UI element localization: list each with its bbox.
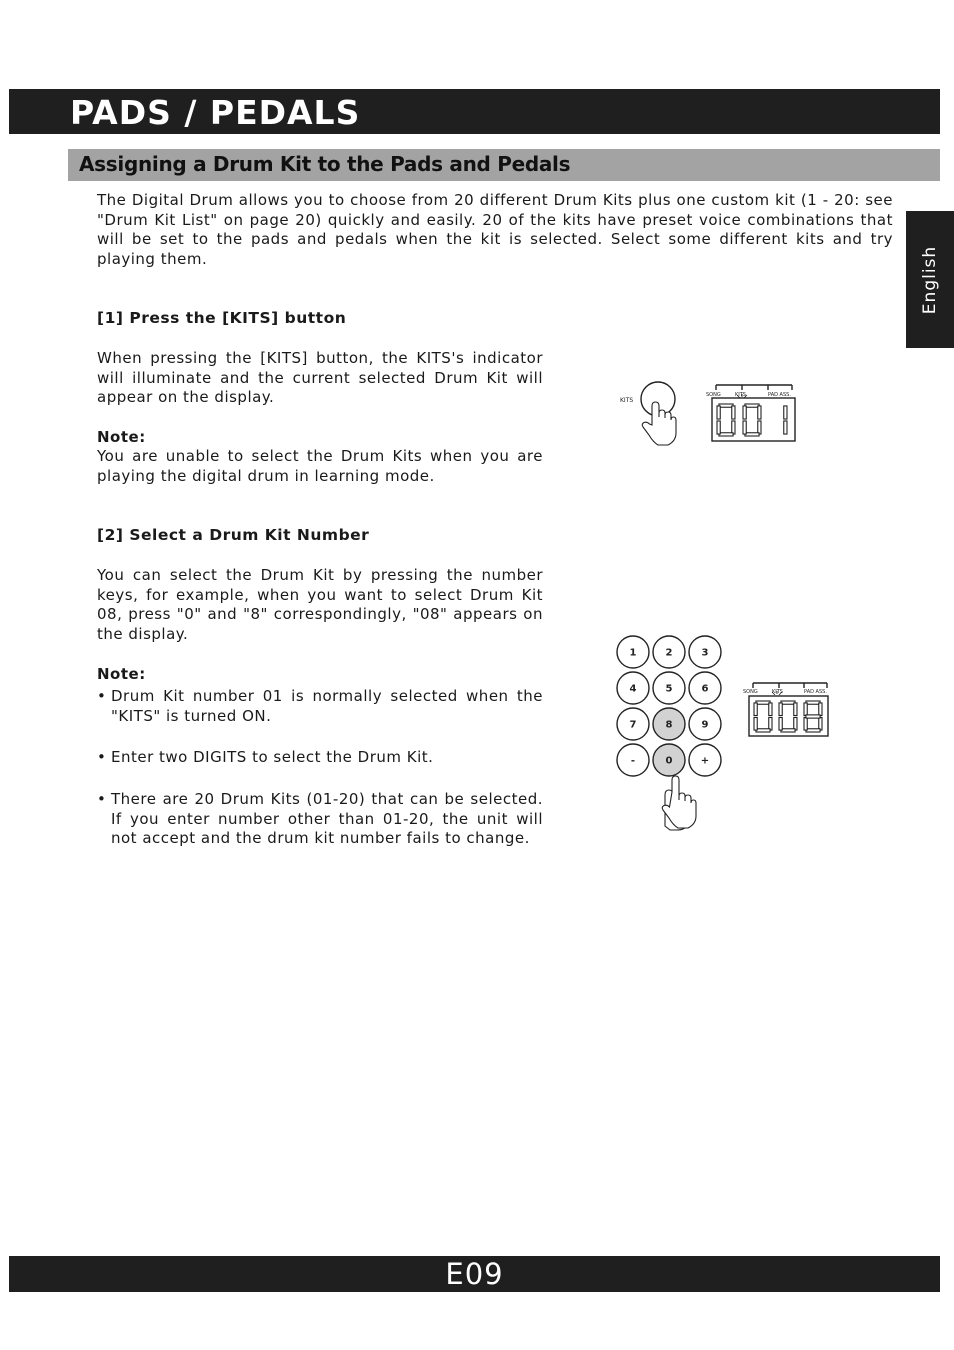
lcd-segment <box>806 729 820 732</box>
note-bullet-2-text: Enter two DIGITS to select the Drum Kit. <box>111 748 434 766</box>
key-label: 5 <box>665 683 673 695</box>
step1-note-label: Note: <box>97 428 146 446</box>
step2-heading: [2] Select a Drum Kit Number <box>97 526 370 544</box>
indicator-bracket <box>716 385 792 390</box>
step2-note-label: Note: <box>97 665 146 683</box>
key-label: 8 <box>665 719 673 731</box>
indicator-kits: KITS <box>735 392 746 398</box>
step1-note: You are unable to select the Drum Kits when you are playing the digital drum in learning mode. <box>97 447 543 485</box>
lcd-segment <box>754 703 757 716</box>
key-label: 0 <box>665 755 673 767</box>
key-label: 7 <box>629 719 637 731</box>
note-bullet-3-text: There are 20 Drum Kits (01-20) that can be selected. If you enter number other than 01-20, the unit will not accept and the drum kit number fails to change. <box>111 790 543 848</box>
lcd-segment <box>819 717 822 730</box>
step1-heading: [1] Press the [KITS] button <box>97 309 347 327</box>
lcd-segment <box>769 717 772 730</box>
lcd-segment <box>806 715 820 718</box>
section-title-bar <box>68 149 940 181</box>
lcd-segment <box>717 421 720 434</box>
kits-button-figure <box>610 375 810 455</box>
lcd-segment <box>784 406 787 419</box>
key-label: 2 <box>665 647 673 659</box>
lcd-segment <box>743 421 746 434</box>
key-label: + <box>700 755 710 767</box>
page-title-bar <box>9 89 940 134</box>
key-label: - <box>630 755 636 767</box>
note-bullet-2: • Enter two DIGITS to select the Drum Kit. <box>97 748 543 768</box>
lcd-segment <box>781 729 795 732</box>
intro-paragraph: The Digital Drum allows you to choose from 20 different Drum Kits plus one custom kit (1 - 20: see "Drum Kit List" on page 20) quickly and easily. 20 of the kits have preset voice combinations that will be set to the pads and pedals when the kit is selected. Select some different kits and try playing them. <box>97 191 893 268</box>
indicator-pad-ass: PAD ASS. <box>768 392 791 398</box>
lcd-segment <box>806 701 820 704</box>
lcd-segment <box>745 404 759 407</box>
step2-body: You can select the Drum Kit by pressing the number keys, for example, when you want to select Drum Kit 08, press "0" and "8" correspondingly, "08" appears on the display. <box>97 566 543 643</box>
lcd-segment <box>732 421 735 434</box>
lcd-segment <box>732 406 735 419</box>
lcd-segment <box>754 717 757 730</box>
indicator-bracket <box>753 683 827 688</box>
lcd-segment <box>758 421 761 434</box>
keypad-figure <box>610 630 840 835</box>
lcd-segment <box>784 421 787 434</box>
kits-button-label: KITS <box>620 397 634 404</box>
lcd-segment <box>794 717 797 730</box>
lcd-segment <box>743 406 746 419</box>
section-title: Assigning a Drum Kit to the Pads and Pedals <box>79 152 571 176</box>
indicator-kits: KITS <box>772 689 783 695</box>
key-label: 1 <box>629 647 637 659</box>
page-number-bar <box>9 1256 940 1292</box>
lcd-segment <box>804 703 807 716</box>
lcd-segment <box>779 717 782 730</box>
lcd-segment <box>781 701 795 704</box>
lcd-segment <box>794 703 797 716</box>
lcd-segment <box>758 406 761 419</box>
key-label: 4 <box>629 683 637 695</box>
lcd-segment <box>719 433 733 436</box>
indicator-song: SONG <box>743 689 758 695</box>
key-label: 6 <box>701 683 709 695</box>
note-bullet-3: • There are 20 Drum Kits (01-20) that can be selected. If you enter number other than 01-20, the unit will not accept and the drum kit number fails to change. <box>97 790 543 848</box>
lcd-segment <box>745 433 759 436</box>
note-bullet-1: • Drum Kit number 01 is normally selected when the "KITS" is turned ON. <box>97 687 543 725</box>
step1-body: When pressing the [KITS] button, the KITS's indicator will illuminate and the current selected Drum Kit will appear on the display. <box>97 349 543 407</box>
key-label: 9 <box>701 719 709 731</box>
language-tab-label: English <box>920 245 940 314</box>
lcd-segment <box>717 406 720 419</box>
lcd-segment <box>719 404 733 407</box>
lcd-segment <box>779 703 782 716</box>
page-number: E09 <box>445 1257 504 1291</box>
lcd-segment <box>819 703 822 716</box>
lcd-segment <box>804 717 807 730</box>
language-tab <box>906 211 954 348</box>
number-keypad <box>617 636 721 776</box>
key-label: 3 <box>701 647 709 659</box>
indicator-song: SONG <box>706 392 721 398</box>
lcd-segment <box>769 703 772 716</box>
lcd-segment <box>756 729 770 732</box>
page-title: PADS / PEDALS <box>70 93 361 132</box>
indicator-pad-ass: PAD ASS. <box>804 689 827 695</box>
note-bullet-1-text: Drum Kit number 01 is normally selected when the "KITS" is turned ON. <box>111 687 543 725</box>
lcd-segment <box>756 701 770 704</box>
